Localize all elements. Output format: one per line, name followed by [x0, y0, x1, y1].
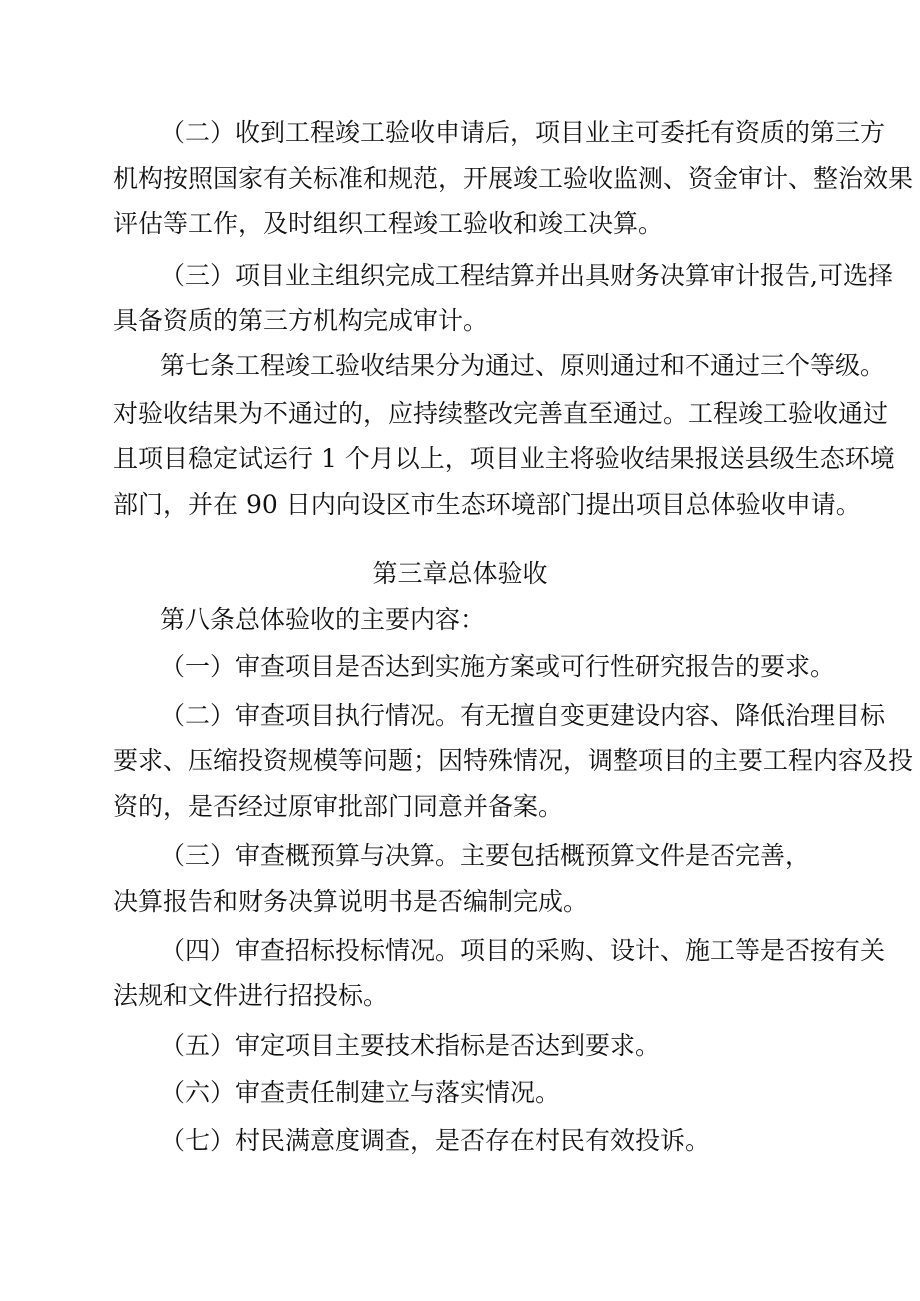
paragraph-line: 对验收结果为不通过的，应持续整改完善直至通过。工程竣工验收通过	[113, 399, 889, 428]
paragraph-line: 要求、压缩投资规模等问题；因特殊情况，调整项目的主要工程内容及投	[113, 746, 914, 775]
paragraph-line: （六）审查责任制建立与落实情况。	[160, 1078, 561, 1107]
paragraph-line: （二）收到工程竣工验收申请后，项目业主可委托有资质的第三方	[160, 118, 886, 147]
paragraph-line: 决算报告和财务决算说明书是否编制完成。	[113, 887, 589, 916]
paragraph-line: 第八条总体验收的主要内容：	[160, 605, 486, 634]
paragraph-line: 部门，并在 90 日内向设区市生态环境部门提出项目总体验收申请。	[113, 490, 861, 519]
paragraph-line: （三）项目业主组织完成工程结算并出具财务决算审计报告,可选择	[160, 261, 893, 290]
paragraph-line: 具备资质的第三方机构完成审计。	[113, 306, 489, 335]
paragraph-line: （一）审查项目是否达到实施方案或可行性研究报告的要求。	[160, 652, 836, 681]
paragraph-line: （三）审查概预算与决算。主要包括概预算文件是否完善，	[160, 841, 811, 870]
paragraph-line: （七）村民满意度调查，是否存在村民有效投诉。	[160, 1126, 711, 1155]
paragraph-line: 且项目稳定试运行 1 个月以上，项目业主将验收结果报送县级生态环境	[113, 444, 895, 473]
paragraph-line: 法规和文件进行招投标。	[113, 981, 389, 1010]
paragraph-line: 评估等工作，及时组织工程竣工验收和竣工决算。	[113, 209, 664, 238]
paragraph-line: 第七条工程竣工验收结果分为通过、原则通过和不通过三个等级。	[160, 351, 886, 380]
paragraph-line: （四）审查招标投标情况。项目的采购、设计、施工等是否按有关	[160, 936, 886, 965]
paragraph-line: （五）审定项目主要技术指标是否达到要求。	[160, 1031, 661, 1060]
paragraph-line: 资的，是否经过原审批部门同意并备案。	[113, 792, 564, 821]
paragraph-line: 机构按照国家有关标准和规范，开展竣工验收监测、资金审计、整治效果	[113, 164, 914, 193]
chapter-heading: 第三章总体验收	[372, 559, 548, 588]
paragraph-line: （二）审查项目执行情况。有无擅自变更建设内容、降低治理目标	[160, 701, 886, 730]
